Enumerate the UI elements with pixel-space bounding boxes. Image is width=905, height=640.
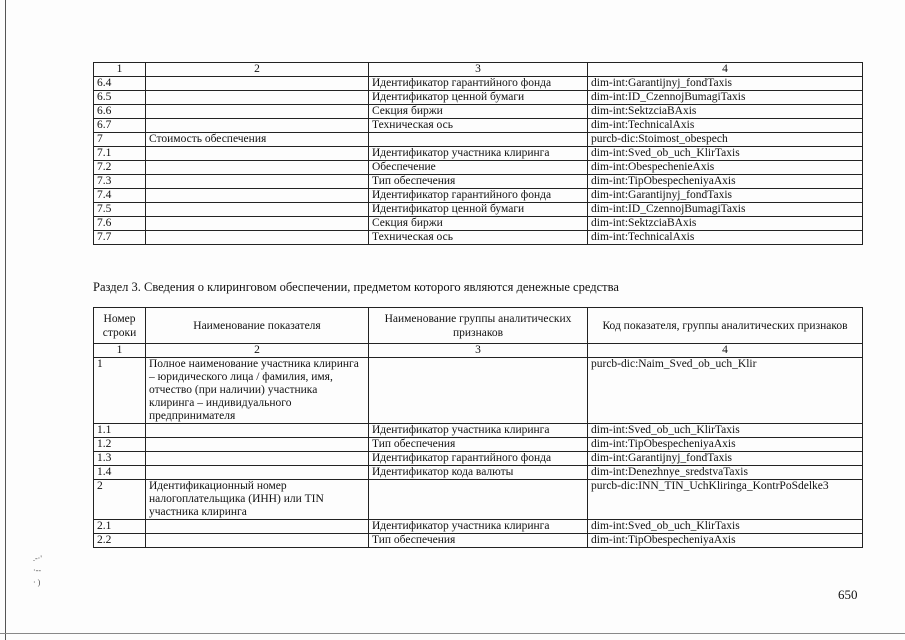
group-name: Секция биржи	[369, 217, 588, 231]
indicator-code: dim-int:ObespechenieAxis	[588, 161, 863, 175]
group-name: Тип обеспечения	[369, 534, 588, 548]
row-number: 7.4	[94, 189, 146, 203]
table-row	[94, 466, 863, 480]
indicator-name	[146, 189, 369, 203]
table-row	[94, 189, 863, 203]
header-indicator-name: Наименование показателя	[146, 308, 369, 344]
indicator-name	[146, 520, 369, 534]
row-number: 1.2	[94, 438, 146, 452]
row-number: 1.3	[94, 452, 146, 466]
group-name: Идентификатор участника клиринга	[369, 520, 588, 534]
row-number: 1.1	[94, 424, 146, 438]
table-row	[94, 424, 863, 438]
table-header-row	[94, 308, 863, 344]
row-number: 7.7	[94, 231, 146, 245]
table-row	[94, 105, 863, 119]
header-row-number: Номер строки	[94, 308, 146, 344]
group-name: Техническая ось	[369, 231, 588, 245]
header-group-name: Наименование группы аналитических признаков	[369, 308, 588, 344]
table-row	[94, 520, 863, 534]
indicator-name: Идентификационный номер налогоплательщика (ИНН) или TIN участника клиринга	[146, 480, 369, 520]
continued-indicator-table	[93, 62, 863, 245]
indicator-name	[146, 452, 369, 466]
indicator-code: dim-int:ID_CzennojBumagiTaxis	[588, 203, 863, 217]
group-name	[369, 358, 588, 424]
column-number: 4	[588, 63, 863, 77]
page-bottom-edge	[0, 633, 905, 634]
section-3-title: Раздел 3. Сведения о клиринговом обеспечении, предметом которого являются денежные средства	[93, 280, 619, 294]
indicator-code: dim-int:TipObespecheniyaAxis	[588, 534, 863, 548]
table-row	[94, 358, 863, 424]
group-name	[369, 480, 588, 520]
indicator-code: purcb-dic:Stoimost_obespech	[588, 133, 863, 147]
row-number: 2	[94, 480, 146, 520]
indicator-name	[146, 438, 369, 452]
indicator-code: dim-int:TechnicalAxis	[588, 231, 863, 245]
group-name	[369, 133, 588, 147]
table-row	[94, 133, 863, 147]
indicator-code: dim-int:Sved_ob_uch_KlirTaxis	[588, 424, 863, 438]
row-number: 7.3	[94, 175, 146, 189]
row-number: 6.5	[94, 91, 146, 105]
page-left-edge	[5, 0, 6, 640]
table-row	[94, 77, 863, 91]
table-row	[94, 147, 863, 161]
indicator-code: dim-int:Sved_ob_uch_KlirTaxis	[588, 520, 863, 534]
group-name: Идентификатор гарантийного фонда	[369, 189, 588, 203]
indicator-code: dim-int:TechnicalAxis	[588, 119, 863, 133]
group-name: Идентификатор гарантийного фонда	[369, 77, 588, 91]
indicator-code: dim-int:Garantijnyj_fondTaxis	[588, 77, 863, 91]
margin-scan-marks: .-·' ·-- · )	[33, 554, 42, 587]
indicator-name: Стоимость обеспечения	[146, 133, 369, 147]
table-row	[94, 91, 863, 105]
table-row	[94, 480, 863, 520]
indicator-code: dim-int:TipObespecheniyaAxis	[588, 175, 863, 189]
indicator-name	[146, 119, 369, 133]
indicator-name	[146, 105, 369, 119]
table-row	[94, 161, 863, 175]
column-number-row	[94, 63, 863, 77]
group-name: Идентификатор гарантийного фонда	[369, 452, 588, 466]
column-number: 1	[94, 344, 146, 358]
column-number: 1	[94, 63, 146, 77]
indicator-name	[146, 91, 369, 105]
table-row	[94, 452, 863, 466]
page-number: 650	[838, 587, 858, 602]
column-number: 3	[369, 63, 588, 77]
table-row	[94, 231, 863, 245]
indicator-name	[146, 534, 369, 548]
header-code: Код показателя, группы аналитических признаков	[588, 308, 863, 344]
indicator-code: dim-int:SektzciaBAxis	[588, 217, 863, 231]
table-row	[94, 175, 863, 189]
row-number: 7	[94, 133, 146, 147]
indicator-name: Полное наименование участника клиринга – юридического лица / фамилия, имя, отчество (при наличии) участника клиринга – индивидуального предпринимателя	[146, 358, 369, 424]
group-name: Обеспечение	[369, 161, 588, 175]
row-number: 1	[94, 358, 146, 424]
column-number: 2	[146, 63, 369, 77]
table-row	[94, 217, 863, 231]
table-row	[94, 119, 863, 133]
indicator-code: dim-int:Denezhnye_sredstvaTaxis	[588, 466, 863, 480]
row-number: 7.5	[94, 203, 146, 217]
table-row	[94, 203, 863, 217]
row-number: 7.1	[94, 147, 146, 161]
indicator-code: purcb-dic:Naim_Sved_ob_uch_Klir	[588, 358, 863, 424]
indicator-name	[146, 161, 369, 175]
column-number: 2	[146, 344, 369, 358]
indicator-code: dim-int:SektzciaBAxis	[588, 105, 863, 119]
column-number: 4	[588, 344, 863, 358]
section-3-table	[93, 307, 863, 548]
indicator-name	[146, 217, 369, 231]
indicator-code: dim-int:Garantijnyj_fondTaxis	[588, 189, 863, 203]
row-number: 6.4	[94, 77, 146, 91]
row-number: 1.4	[94, 466, 146, 480]
column-number: 3	[369, 344, 588, 358]
table-row	[94, 534, 863, 548]
indicator-name	[146, 203, 369, 217]
indicator-code: purcb-dic:INN_TIN_UchKliringa_KontrPoSdelke3	[588, 480, 863, 520]
row-number: 7.2	[94, 161, 146, 175]
indicator-name	[146, 147, 369, 161]
group-name: Идентификатор ценной бумаги	[369, 203, 588, 217]
column-number-row	[94, 344, 863, 358]
indicator-code: dim-int:TipObespecheniyaAxis	[588, 438, 863, 452]
indicator-name	[146, 466, 369, 480]
row-number: 2.2	[94, 534, 146, 548]
indicator-name	[146, 77, 369, 91]
group-name: Идентификатор ценной бумаги	[369, 91, 588, 105]
row-number: 7.6	[94, 217, 146, 231]
indicator-code: dim-int:ID_CzennojBumagiTaxis	[588, 91, 863, 105]
table-row	[94, 438, 863, 452]
group-name: Техническая ось	[369, 119, 588, 133]
indicator-name	[146, 424, 369, 438]
group-name: Тип обеспечения	[369, 438, 588, 452]
indicator-code: dim-int:Garantijnyj_fondTaxis	[588, 452, 863, 466]
row-number: 6.7	[94, 119, 146, 133]
group-name: Идентификатор кода валюты	[369, 466, 588, 480]
row-number: 6.6	[94, 105, 146, 119]
group-name: Секция биржи	[369, 105, 588, 119]
indicator-name	[146, 231, 369, 245]
indicator-code: dim-int:Sved_ob_uch_KlirTaxis	[588, 147, 863, 161]
row-number: 2.1	[94, 520, 146, 534]
group-name: Идентификатор участника клиринга	[369, 147, 588, 161]
group-name: Идентификатор участника клиринга	[369, 424, 588, 438]
group-name: Тип обеспечения	[369, 175, 588, 189]
indicator-name	[146, 175, 369, 189]
